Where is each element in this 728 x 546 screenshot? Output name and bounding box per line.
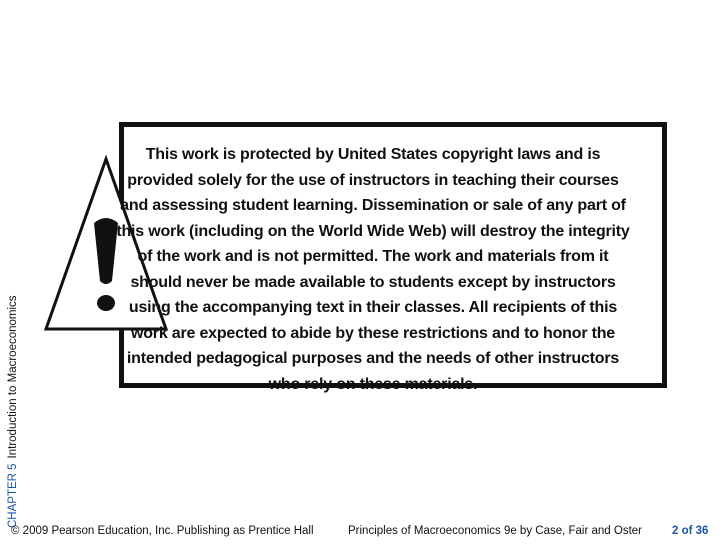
book-title: Principles of Macroeconomics 9e by Case, Fair and Oster [348,525,643,537]
page-number: 2 of 36 [672,525,709,537]
slide-footer [0,516,728,546]
chapter-sidebar-label [6,295,20,528]
chapter-number: CHAPTER 5 [7,463,19,528]
chapter-title: Introduction to Macroeconomics [7,295,19,459]
copyright-notice [42,118,671,393]
copyright-text: © 2009 Pearson Education, Inc. Publishing as Prentice Hall [11,525,314,537]
notice-text: This work is protected by United States copyright laws and is provided solely for the use of instructors in teaching their courses and assessing student learning. Dissemination or sale of any part of this work (including on the World Wide Web) will destroy the integrity of the work and is not permitted. The work and materials from it should never be made available to students except by instructors using the accompanying text in their classes. All recipients of this work are expected to abide by these restrictions and to honor the intended pedagogical purposes and the needs of other instructors who rely on these materials. [116,146,630,393]
